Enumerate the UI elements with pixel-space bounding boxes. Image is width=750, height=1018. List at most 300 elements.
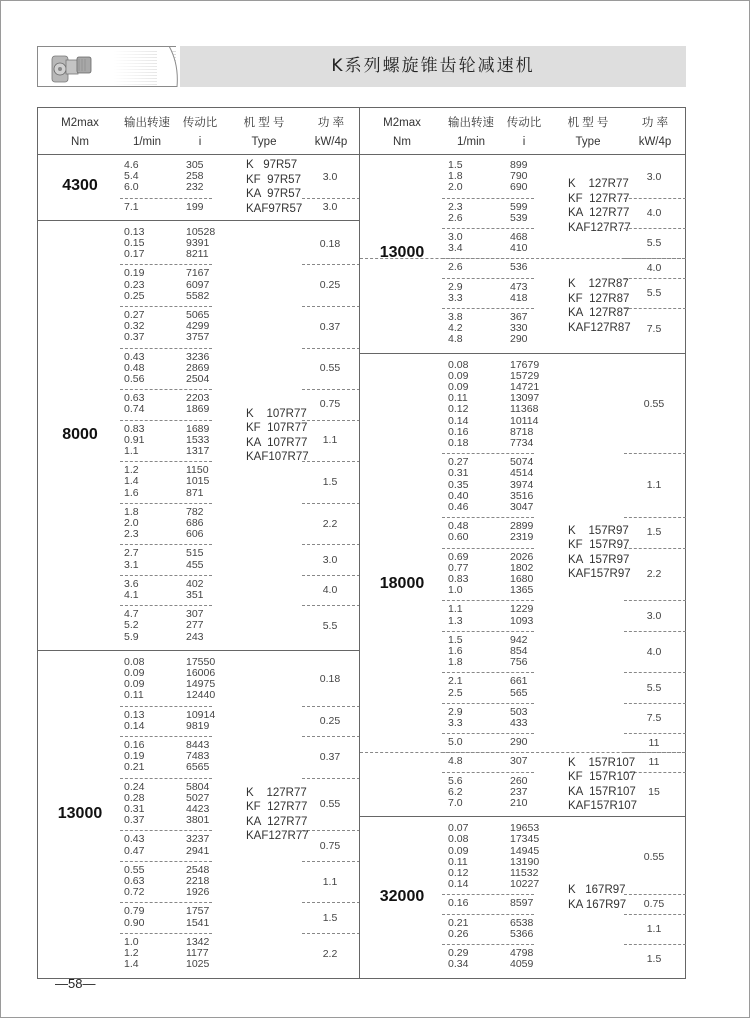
header-line2: Nm bbox=[393, 136, 411, 148]
ratio-cell: 367 bbox=[510, 311, 528, 323]
model-type-line: KF 127R77 bbox=[568, 192, 630, 205]
ratio-cell: 2548 bbox=[186, 863, 210, 876]
ratio-cell: 15729 bbox=[510, 369, 540, 382]
column-header-3 bbox=[552, 114, 624, 152]
model-type-line: KAF157R97 bbox=[568, 568, 631, 581]
power-separator bbox=[302, 544, 360, 545]
ratio-cell: 3516 bbox=[510, 489, 534, 502]
model-type-line: KAF97R57 bbox=[246, 202, 303, 215]
power-separator bbox=[624, 453, 686, 454]
power-cell: 1.1 bbox=[322, 875, 338, 888]
header-line2: kW/4p bbox=[314, 136, 348, 148]
ratio-cell: 14721 bbox=[510, 380, 540, 393]
output-speed-cell: 1.0 bbox=[124, 935, 139, 948]
header-row bbox=[38, 108, 359, 155]
model-type-cell bbox=[568, 177, 631, 235]
column-header-4 bbox=[300, 114, 362, 152]
power-separator bbox=[302, 198, 360, 199]
output-speed-cell: 4.6 bbox=[124, 159, 139, 171]
ratio-cell: 1015 bbox=[186, 475, 210, 488]
power-cell: 2.2 bbox=[322, 517, 338, 530]
ratio-cell: 3236 bbox=[186, 350, 210, 363]
m2max-section bbox=[38, 651, 359, 979]
ratio-cell: 330 bbox=[510, 322, 528, 335]
power-cell: 1.1 bbox=[322, 434, 338, 447]
ratio-cell: 1342 bbox=[186, 935, 210, 948]
power-cell: 5.5 bbox=[322, 619, 338, 632]
power-cell: 0.75 bbox=[643, 897, 665, 910]
ratio-cell: 351 bbox=[186, 588, 204, 601]
output-speed-cell: 0.15 bbox=[124, 236, 145, 249]
row-separator bbox=[120, 198, 212, 199]
column-header-1 bbox=[438, 114, 504, 152]
ratio-cell: 2869 bbox=[186, 361, 210, 374]
output-speed-cell: 1.4 bbox=[124, 475, 139, 488]
output-speed-cell: 0.13 bbox=[124, 225, 145, 238]
ratio-cell: 14975 bbox=[186, 678, 216, 691]
output-speed-cell: 0.56 bbox=[124, 372, 145, 385]
output-speed-cell: 5.0 bbox=[448, 736, 463, 749]
output-speed-cell: 0.09 bbox=[448, 369, 469, 382]
power-separator bbox=[302, 306, 360, 307]
header-line1: M2max bbox=[61, 117, 99, 129]
m2max-value: 18000 bbox=[379, 575, 425, 593]
output-speed-cell: 3.8 bbox=[448, 311, 463, 323]
column-header-3 bbox=[228, 114, 300, 152]
ratio-cell: 277 bbox=[186, 619, 204, 632]
ratio-cell: 418 bbox=[510, 291, 528, 304]
m2max-section bbox=[38, 154, 359, 221]
m2max-section bbox=[38, 221, 359, 651]
header-line2: Type bbox=[251, 136, 277, 148]
output-speed-cell: 1.8 bbox=[124, 505, 139, 518]
ratio-cell: 13190 bbox=[510, 855, 540, 868]
output-speed-cell: 0.09 bbox=[448, 844, 469, 857]
model-type-line: K 127R77 bbox=[246, 786, 307, 799]
ratio-cell: 899 bbox=[510, 159, 528, 171]
column-header-4 bbox=[624, 114, 686, 152]
power-separator bbox=[302, 389, 360, 390]
m2max-value: 13000 bbox=[379, 243, 425, 261]
power-cell: 1.5 bbox=[322, 911, 338, 924]
ratio-cell: 12440 bbox=[186, 689, 216, 702]
ratio-cell: 539 bbox=[510, 211, 528, 224]
header-line1: 机 型 号 bbox=[567, 117, 609, 129]
output-speed-cell: 0.60 bbox=[448, 531, 469, 544]
ratio-cell: 1150 bbox=[186, 464, 209, 477]
row-separator bbox=[442, 548, 534, 549]
row-separator bbox=[120, 306, 212, 307]
row-separator bbox=[120, 902, 212, 903]
ratio-cell: 3974 bbox=[510, 478, 534, 491]
ratio-cell: 5027 bbox=[186, 791, 210, 804]
ratio-cell: 8443 bbox=[186, 738, 210, 751]
power-separator bbox=[302, 420, 360, 421]
ratio-cell: 2504 bbox=[186, 372, 210, 385]
ratio-cell: 854 bbox=[510, 644, 528, 657]
m2max-value: 8000 bbox=[62, 425, 98, 443]
output-speed-cell: 3.3 bbox=[448, 716, 463, 729]
ratio-cell: 690 bbox=[510, 181, 528, 194]
power-separator bbox=[302, 348, 360, 349]
power-separator bbox=[302, 264, 360, 265]
output-speed-cell: 2.1 bbox=[448, 675, 463, 688]
power-cell: 0.18 bbox=[319, 237, 341, 250]
power-separator bbox=[624, 703, 686, 704]
output-speed-cell: 4.8 bbox=[448, 755, 463, 768]
ratio-cell: 1317 bbox=[186, 444, 210, 457]
output-speed-cell: 0.77 bbox=[448, 561, 469, 574]
ratio-cell: 232 bbox=[186, 181, 204, 194]
output-speed-cell: 2.0 bbox=[448, 181, 463, 194]
header-line2: i bbox=[522, 136, 526, 148]
model-type-cell bbox=[568, 524, 631, 582]
output-speed-cell: 1.1 bbox=[448, 603, 463, 616]
model-type-cell bbox=[568, 756, 637, 814]
row-separator bbox=[442, 772, 534, 773]
ratio-cell: 260 bbox=[510, 774, 528, 787]
ratio-cell: 5074 bbox=[510, 456, 534, 469]
output-speed-cell: 2.5 bbox=[448, 686, 463, 699]
ratio-cell: 13097 bbox=[510, 392, 540, 405]
model-type-cell bbox=[246, 407, 309, 465]
output-speed-cell: 0.14 bbox=[124, 719, 145, 732]
row-separator bbox=[120, 503, 212, 504]
ratio-cell: 410 bbox=[510, 242, 528, 255]
column-header-2 bbox=[496, 114, 552, 152]
row-separator bbox=[442, 278, 534, 279]
row-separator bbox=[120, 575, 212, 576]
power-cell: 4.0 bbox=[646, 262, 662, 274]
model-type-line: KF 107R77 bbox=[246, 422, 308, 435]
page-title: K系列螺旋锥齿轮减速机 bbox=[331, 56, 535, 76]
row-separator bbox=[120, 861, 212, 862]
ratio-cell: 7167 bbox=[186, 267, 210, 280]
m2max-section bbox=[360, 817, 685, 978]
ratio-cell: 11368 bbox=[510, 403, 539, 416]
power-cell: 3.0 bbox=[322, 170, 338, 183]
row-separator bbox=[442, 308, 534, 309]
column-header-2 bbox=[172, 114, 228, 152]
ratio-cell: 2203 bbox=[186, 392, 210, 405]
header-line1: 输出转速 bbox=[124, 117, 170, 129]
header-line2: Nm bbox=[71, 136, 89, 148]
power-cell: 11 bbox=[648, 736, 660, 749]
output-speed-cell: 0.31 bbox=[448, 467, 469, 480]
ratio-cell: 468 bbox=[510, 231, 528, 243]
output-speed-cell: 1.6 bbox=[124, 486, 139, 499]
row-separator bbox=[120, 933, 212, 934]
header-line1: 传动比 bbox=[182, 117, 218, 129]
ratio-cell: 3801 bbox=[186, 814, 210, 827]
model-type-line: K 167R97 bbox=[568, 884, 626, 897]
header-line1: 传动比 bbox=[506, 117, 542, 129]
header-line1: 功 率 bbox=[641, 117, 669, 129]
output-speed-cell: 0.37 bbox=[124, 331, 145, 344]
output-speed-cell: 0.91 bbox=[124, 433, 145, 446]
output-speed-cell: 1.3 bbox=[448, 614, 463, 627]
model-type-line: KA 107R77 bbox=[246, 436, 308, 449]
ratio-cell: 199 bbox=[186, 200, 204, 213]
model-type-line: K 107R77 bbox=[246, 407, 307, 420]
row-separator bbox=[442, 198, 534, 199]
output-speed-cell: 4.8 bbox=[448, 333, 463, 346]
column-header-1 bbox=[114, 114, 180, 152]
model-type-line: KF 127R77 bbox=[246, 801, 308, 814]
power-separator bbox=[624, 228, 686, 229]
m2max-section bbox=[360, 154, 685, 354]
header-line1: 机 型 号 bbox=[243, 117, 285, 129]
output-speed-cell: 0.48 bbox=[448, 520, 469, 533]
ratio-cell: 599 bbox=[510, 200, 528, 213]
row-separator bbox=[120, 706, 212, 707]
power-cell: 4.0 bbox=[322, 583, 338, 596]
output-speed-cell: 4.7 bbox=[124, 608, 139, 621]
ratio-cell: 3047 bbox=[510, 500, 534, 513]
ratio-cell: 8597 bbox=[510, 897, 534, 910]
ratio-cell: 6097 bbox=[186, 278, 210, 291]
output-speed-cell: 6.0 bbox=[124, 181, 139, 194]
output-speed-cell: 1.4 bbox=[124, 958, 139, 971]
ratio-cell: 10227 bbox=[510, 878, 540, 891]
ratio-cell: 290 bbox=[510, 736, 528, 749]
output-speed-cell: 1.2 bbox=[124, 946, 139, 959]
output-speed-cell: 4.1 bbox=[124, 588, 139, 601]
output-speed-cell: 0.12 bbox=[448, 403, 469, 416]
row-separator bbox=[442, 944, 534, 945]
output-speed-cell: 3.1 bbox=[124, 558, 139, 571]
ratio-cell: 686 bbox=[186, 516, 204, 529]
ratio-cell: 210 bbox=[510, 796, 528, 809]
power-separator bbox=[302, 830, 360, 831]
power-separator bbox=[302, 706, 360, 707]
power-separator bbox=[302, 461, 360, 462]
power-cell: 1.5 bbox=[646, 953, 662, 966]
model-type-line: K 97R57 bbox=[246, 159, 298, 172]
output-speed-cell: 0.13 bbox=[124, 708, 145, 721]
header-banner bbox=[37, 46, 686, 87]
power-separator bbox=[302, 575, 360, 576]
model-type-cell bbox=[246, 786, 309, 844]
ratio-cell: 1177 bbox=[186, 946, 209, 959]
row-separator bbox=[442, 733, 534, 734]
model-type-line: K 157R107 bbox=[568, 756, 636, 769]
ratio-cell: 1680 bbox=[510, 572, 534, 585]
type-separator bbox=[360, 258, 685, 259]
ratio-cell: 10114 bbox=[510, 414, 539, 427]
output-speed-cell: 0.12 bbox=[448, 866, 469, 879]
power-separator bbox=[302, 861, 360, 862]
power-separator bbox=[624, 278, 686, 279]
output-speed-cell: 2.6 bbox=[448, 261, 463, 274]
ratio-cell: 1365 bbox=[510, 584, 534, 597]
output-speed-cell: 0.83 bbox=[448, 572, 469, 585]
model-type-line: KF 157R97 bbox=[568, 539, 630, 552]
output-speed-cell: 3.6 bbox=[124, 577, 139, 590]
ratio-cell: 9819 bbox=[186, 719, 210, 732]
power-cell: 0.37 bbox=[319, 320, 341, 333]
power-cell: 3.0 bbox=[646, 609, 662, 622]
model-type-line: K 127R77 bbox=[568, 178, 629, 191]
power-cell: 0.75 bbox=[319, 839, 341, 852]
model-type-line: KA 157R97 bbox=[568, 553, 630, 566]
power-cell: 1.5 bbox=[322, 475, 338, 488]
ratio-cell: 5804 bbox=[186, 780, 210, 793]
ratio-cell: 3757 bbox=[186, 331, 210, 344]
ratio-cell: 1533 bbox=[186, 433, 210, 446]
power-separator bbox=[302, 902, 360, 903]
ratio-cell: 455 bbox=[186, 558, 204, 571]
header-row bbox=[360, 108, 685, 155]
output-speed-cell: 1.5 bbox=[448, 633, 463, 646]
output-speed-cell: 7.0 bbox=[448, 796, 463, 809]
power-separator bbox=[624, 631, 686, 632]
m2max-value: 32000 bbox=[379, 887, 425, 905]
row-separator bbox=[120, 778, 212, 779]
output-speed-cell: 2.3 bbox=[448, 200, 463, 213]
gear-reducer-icon bbox=[48, 50, 98, 86]
m2max-value: 13000 bbox=[57, 804, 103, 822]
power-separator bbox=[624, 914, 686, 915]
ratio-cell: 871 bbox=[186, 486, 204, 499]
model-type-line: KAF127R77 bbox=[246, 830, 309, 843]
power-separator bbox=[302, 503, 360, 504]
power-cell: 1.1 bbox=[646, 922, 662, 935]
output-speed-cell: 0.55 bbox=[124, 863, 145, 876]
power-cell: 2.2 bbox=[322, 947, 338, 960]
power-separator bbox=[302, 778, 360, 779]
output-speed-cell: 1.2 bbox=[124, 464, 139, 477]
output-speed-cell: 0.08 bbox=[448, 833, 469, 846]
ratio-cell: 1093 bbox=[510, 614, 534, 627]
ratio-cell: 8211 bbox=[186, 248, 209, 261]
output-speed-cell: 0.79 bbox=[124, 905, 145, 918]
output-speed-cell: 0.48 bbox=[124, 361, 145, 374]
model-type-line: KA 97R57 bbox=[246, 188, 301, 201]
model-type-line: KA 127R77 bbox=[568, 207, 630, 220]
output-speed-cell: 2.0 bbox=[124, 516, 139, 529]
power-separator bbox=[302, 933, 360, 934]
power-separator bbox=[624, 944, 686, 945]
output-speed-cell: 0.21 bbox=[448, 916, 469, 929]
ratio-cell: 7734 bbox=[510, 436, 534, 449]
output-speed-cell: 0.63 bbox=[124, 392, 145, 405]
row-separator bbox=[442, 600, 534, 601]
power-cell: 11 bbox=[648, 755, 660, 768]
power-cell: 1.1 bbox=[646, 479, 662, 492]
ratio-cell: 6565 bbox=[186, 761, 210, 774]
ratio-cell: 1229 bbox=[510, 603, 534, 616]
output-speed-cell: 0.08 bbox=[448, 358, 469, 371]
output-speed-cell: 0.11 bbox=[124, 689, 144, 702]
power-separator bbox=[302, 736, 360, 737]
output-speed-cell: 0.47 bbox=[124, 844, 145, 857]
model-type-line: KA 127R87 bbox=[568, 307, 630, 319]
header-line2: i bbox=[198, 136, 202, 148]
power-separator bbox=[624, 672, 686, 673]
ratio-cell: 17345 bbox=[510, 833, 540, 846]
row-separator bbox=[442, 453, 534, 454]
output-speed-cell: 0.26 bbox=[448, 927, 469, 940]
output-speed-cell: 0.16 bbox=[448, 897, 469, 910]
ratio-cell: 237 bbox=[510, 785, 528, 798]
power-separator bbox=[302, 605, 360, 606]
output-speed-cell: 0.11 bbox=[448, 855, 468, 868]
column-header-0 bbox=[38, 114, 122, 152]
output-speed-cell: 0.34 bbox=[448, 958, 469, 971]
power-separator bbox=[624, 308, 686, 309]
ratio-cell: 942 bbox=[510, 633, 528, 646]
output-speed-cell: 0.11 bbox=[448, 392, 468, 405]
output-speed-cell: 0.37 bbox=[124, 814, 145, 827]
ratio-cell: 2899 bbox=[510, 520, 534, 533]
ratio-cell: 565 bbox=[510, 686, 528, 699]
ratio-cell: 1802 bbox=[510, 561, 534, 574]
power-cell: 0.75 bbox=[319, 398, 341, 411]
output-speed-cell: 0.83 bbox=[124, 422, 145, 435]
power-separator bbox=[624, 548, 686, 549]
power-cell: 0.25 bbox=[319, 279, 341, 292]
power-cell: 3.0 bbox=[322, 553, 338, 566]
row-separator bbox=[442, 914, 534, 915]
row-separator bbox=[120, 389, 212, 390]
output-speed-cell: 0.17 bbox=[124, 248, 145, 261]
header-line2: kW/4p bbox=[638, 136, 672, 148]
model-type-line: KA 167R97 bbox=[568, 898, 627, 911]
model-type-line: KF 97R57 bbox=[246, 173, 301, 186]
row-separator bbox=[120, 461, 212, 462]
output-speed-cell: 0.14 bbox=[448, 878, 469, 891]
model-type-line: KAF127R77 bbox=[568, 221, 631, 234]
model-type-line: K 127R87 bbox=[568, 278, 629, 290]
output-speed-cell: 0.23 bbox=[124, 278, 145, 291]
output-speed-cell: 0.07 bbox=[448, 822, 469, 835]
model-type-line: KAF127R87 bbox=[568, 321, 631, 334]
m2max-section bbox=[360, 354, 685, 818]
header-line1: M2max bbox=[383, 117, 421, 129]
ratio-cell: 243 bbox=[186, 630, 204, 643]
ratio-cell: 5366 bbox=[510, 927, 534, 940]
banner-image-panel bbox=[37, 46, 176, 87]
header-line2: 1/min bbox=[456, 136, 486, 148]
ratio-cell: 1926 bbox=[186, 886, 210, 899]
output-speed-cell: 5.2 bbox=[124, 619, 139, 632]
ratio-cell: 402 bbox=[186, 577, 204, 590]
output-speed-cell: 0.46 bbox=[448, 500, 469, 513]
row-separator bbox=[120, 264, 212, 265]
ratio-cell: 8718 bbox=[510, 425, 534, 438]
header-line1: 输出转速 bbox=[448, 117, 494, 129]
header-line2: Type bbox=[575, 136, 601, 148]
row-separator bbox=[442, 894, 534, 895]
output-speed-cell: 0.19 bbox=[124, 750, 145, 763]
output-speed-cell: 0.27 bbox=[448, 456, 469, 469]
output-speed-cell: 4.2 bbox=[448, 322, 463, 335]
output-speed-cell: 1.6 bbox=[448, 644, 463, 657]
ratio-cell: 473 bbox=[510, 280, 528, 293]
row-separator bbox=[120, 544, 212, 545]
ratio-cell: 2319 bbox=[510, 531, 534, 544]
model-type-cell bbox=[246, 158, 302, 216]
power-separator bbox=[624, 894, 686, 895]
ratio-cell: 5065 bbox=[186, 308, 210, 321]
ratio-cell: 3237 bbox=[186, 833, 210, 846]
output-speed-cell: 0.09 bbox=[124, 666, 145, 679]
ratio-cell: 290 bbox=[510, 333, 528, 346]
output-speed-cell: 0.21 bbox=[124, 761, 145, 774]
output-speed-cell: 0.31 bbox=[124, 802, 145, 815]
power-cell: 7.5 bbox=[646, 322, 662, 335]
